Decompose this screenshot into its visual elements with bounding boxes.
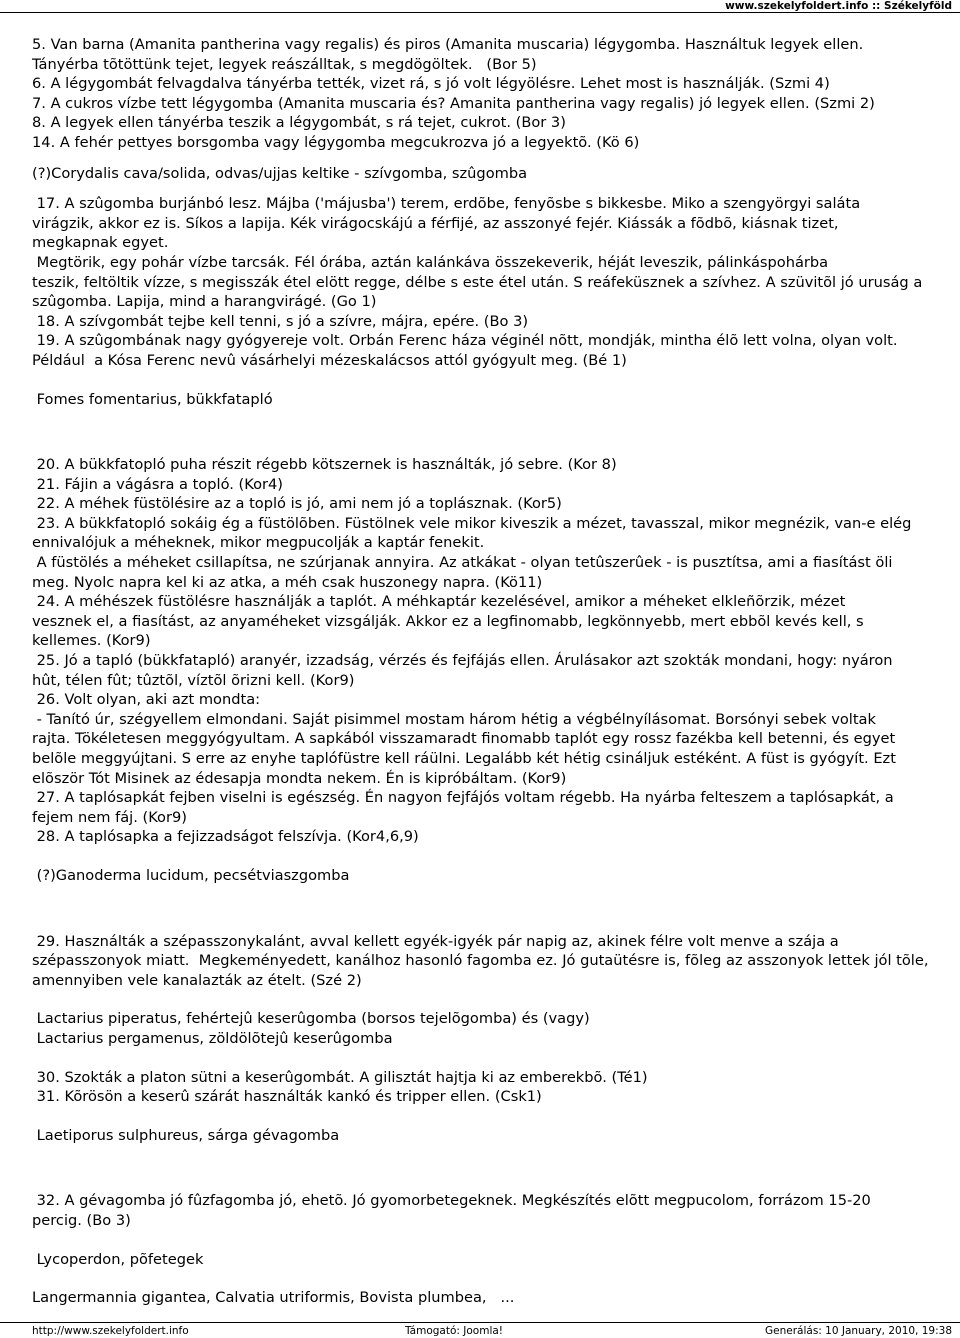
text-line: 20. A bükkfatopló puha részit régebb kötszernek is használták, jó sebre. (Kor 8) <box>32 456 617 474</box>
text-line: megkapnak egyet. <box>32 234 169 252</box>
page-footer <box>32 1325 952 1337</box>
text-line: - Tanító úr, szégyellem elmondani. Saját pisimmel mostam három hétig a végbélnyílásomat. Borsónyi sebek voltak <box>32 710 876 728</box>
text-line: 32. A gévagomba jó fûzfagomba jó, ehetõ. Jó gyomorbetegeknek. Megkészítés elõtt megpucolom, forrázom 15-20 <box>32 1192 871 1210</box>
text-line: 14. A fehér pettyes borsgomba vagy légygomba megcukrozva jó a legyektõ. (Kö 6) <box>32 133 640 151</box>
text-line: kellemes. (Kor9) <box>32 632 151 650</box>
footer-sponsor: Támogató: Joomla! <box>405 1325 504 1337</box>
text-line: 31. Kõrösön a keserû szárát használták kankó és tripper ellen. (Csk1) <box>32 1088 542 1106</box>
text-line: meg. Nyolc napra kel ki az atka, a méh csak huszonegy napra. (Kö11) <box>32 573 543 591</box>
text-line: 29. Használták a szépasszonykalánt, avval kellett egyék-igyék pár napig az, akinek félre volt menve a szája a <box>32 932 839 950</box>
text-line: 17. A szûgomba burjánbó lesz. Májba ('májusba') terem, erdõbe, fenyõsbe s bikkesbe. Miko a szengyörgyi saláta <box>32 195 861 213</box>
section-heading: Fomes fomentarius, bükkfatapló <box>32 390 273 408</box>
site-header: www.szekelyfoldert.info :: Székelyföld <box>725 0 952 12</box>
text-line: 26. Volt olyan, aki azt mondta: <box>32 691 261 709</box>
text-line: hût, télen fût; tûztõl, víztõl õrizni kell. (Kor9) <box>32 671 355 689</box>
text-line: percig. (Bo 3) <box>32 1211 131 1229</box>
text-line: teszik, feltöltik vízze, s megisszák étel elött regge, délbe s este étel után. S reáfeküsznek a szívhez. A szüvitõl jó uruság a <box>32 273 923 291</box>
text-line: 27. A taplósapkát fejben viselni is egészség. Én nagyon fejfájós voltam régebb. Ha nyárba felteszem a taplósapkát, a <box>32 789 894 807</box>
text-line: amennyiben vele kanalazták az ételt. (Szé 2) <box>32 971 362 989</box>
section-heading: Lycoperdon, põfetegek <box>32 1250 204 1268</box>
text-line: 18. A szívgombát tejbe kell tenni, s jó a szívre, májra, epére. (Bo 3) <box>32 312 529 330</box>
section-heading: Langermannia gigantea, Calvatia utriformis, Bovista plumbea, ... <box>32 1289 515 1307</box>
footer-generated: Generálás: 10 January, 2010, 19:38 <box>765 1325 952 1337</box>
text-line: 30. Szokták a platon sütni a keserûgombát. A gilisztát hajtja ki az emberekbõ. (Té1) <box>32 1068 648 1086</box>
text-line: Például a Kósa Ferenc nevû vásárhelyi mézeskalácsos attól gyógyult meg. (Bé 1) <box>32 351 627 369</box>
text-line: virágzik, akkor ez is. Síkos a lapija. Kék virágocskájú a férfijé, az asszonyé fejér. Kiássák a fõdbõ, kiásnak tizet, <box>32 214 839 232</box>
section-heading: (?)Ganoderma lucidum, pecsétviaszgomba <box>32 866 350 884</box>
footer-url: http://www.szekelyfoldert.info <box>32 1325 189 1337</box>
text-line: Megtörik, egy pohár vízbe tarcsák. Fél órába, aztán kalánkáva összekeverik, héját leveszik, pálinkáspohárba <box>32 253 829 271</box>
text-line: 21. Fájin a vágásra a topló. (Kor4) <box>32 475 283 493</box>
text-line: 5. Van barna (Amanita pantherina vagy regalis) és piros (Amanita muscaria) légygomba. Használtuk legyek ellen. <box>32 36 864 53</box>
text-line: 22. A méhek füstölésire az a topló is jó, ami nem jó a toplásznak. (Kor5) <box>32 495 562 513</box>
text-line: elõször Tót Misinek az édesapja mondta nekem. Én is kipróbáltam. (Kor9) <box>32 769 567 787</box>
text-line: szépasszonyok miatt. Megkeményedett, kanálhoz hasonló fagomba ez. Jó gutaütésre is, fõleg az asszonyok lettek jól tõle, <box>32 952 929 970</box>
text-line: szûgomba. Lapija, mind a harangvirágé. (Go 1) <box>32 293 377 311</box>
text-line: rajta. Tökéletesen meggyógyultam. A sapkából visszamaradt finomabb taplót egy rossz fazékba kell betenni, és egyet <box>32 730 896 748</box>
section-heading: Lactarius piperatus, fehértejû keserûgomba (borsos tejelõgomba) és (vagy) <box>32 1010 590 1028</box>
section-heading: Lactarius pergamenus, zöldölõtejû keserûgomba <box>32 1029 393 1047</box>
text-line: 23. A bükkfatopló sokáig ég a füstölõben. Füstölnek vele mikor kiveszik a mézet, tavasszal, mikor megnézik, van-e elég <box>32 514 912 532</box>
footer-divider <box>0 1322 960 1323</box>
header-divider <box>0 12 960 13</box>
text-line: 28. A taplósapka a fejizzadságot felszívja. (Kor4,6,9) <box>32 828 419 846</box>
text-line: fejem nem fáj. (Kor9) <box>32 808 187 826</box>
document-body <box>32 35 929 1308</box>
text-line: 6. A légygombát felvagdalva tányérba tették, vizet rá, s jó volt légyölésre. Lehet most is használják. (Szmi 4) <box>32 75 830 93</box>
text-line: 24. A méhészek füstölésre használják a taplót. A méhkaptár kezelésével, amikor a méheket elkleñõrzik, mézet <box>32 593 846 611</box>
text-line: vesznek el, a fiasítást, az anyaméheket vizsgálják. Akkor ez a legfinomabb, legkönnyebb, mert ebbõl kevés kell, s <box>32 612 864 630</box>
section-heading: Laetiporus sulphureus, sárga gévagomba <box>32 1126 340 1144</box>
text-line: ennivalójuk a méheknek, mikor megpucolják a kaptár fenekit. <box>32 534 485 552</box>
text-line: belõle meggyújtani. S erre az enyhe taplófüstre kell ráülni. Legalább két hétig csináljuk estéként. A füst is gyógyít. Ezt <box>32 750 896 767</box>
text-line: 19. A szûgombának nagy gyógyereje volt. Orbán Ferenc háza véginél nõtt, mondják, mintha élõ lett volna, olyan volt. <box>32 332 898 350</box>
text-line: Tányérba tõtöttünk tejet, legyek reászálltak, s megdögöltek. (Bor 5) <box>32 55 537 73</box>
text-line: 8. A legyek ellen tányérba teszik a légygombát, s rá tejet, cukrot. (Bor 3) <box>32 114 566 132</box>
text-line: A füstölés a méheket csillapítsa, ne szúrjanak annyira. Az atkákat - olyan tetûszerûek - is pusztítsa, ami a fiasítást öli <box>32 554 893 572</box>
text-line: 7. A cukros vízbe tett légygomba (Amanita muscaria és? Amanita pantherina vagy regalis) jó legyek ellen. (Szmi 2) <box>32 94 875 112</box>
text-line: 25. Jó a tapló (bükkfatapló) aranyér, izzadság, vérzés és fejfájás ellen. Árulásakor azt szokták mondani, hogy: nyáron <box>32 652 893 670</box>
section-heading: (?)Corydalis cava/solida, odvas/ujjas keltike - szívgomba, szûgomba <box>32 164 528 182</box>
